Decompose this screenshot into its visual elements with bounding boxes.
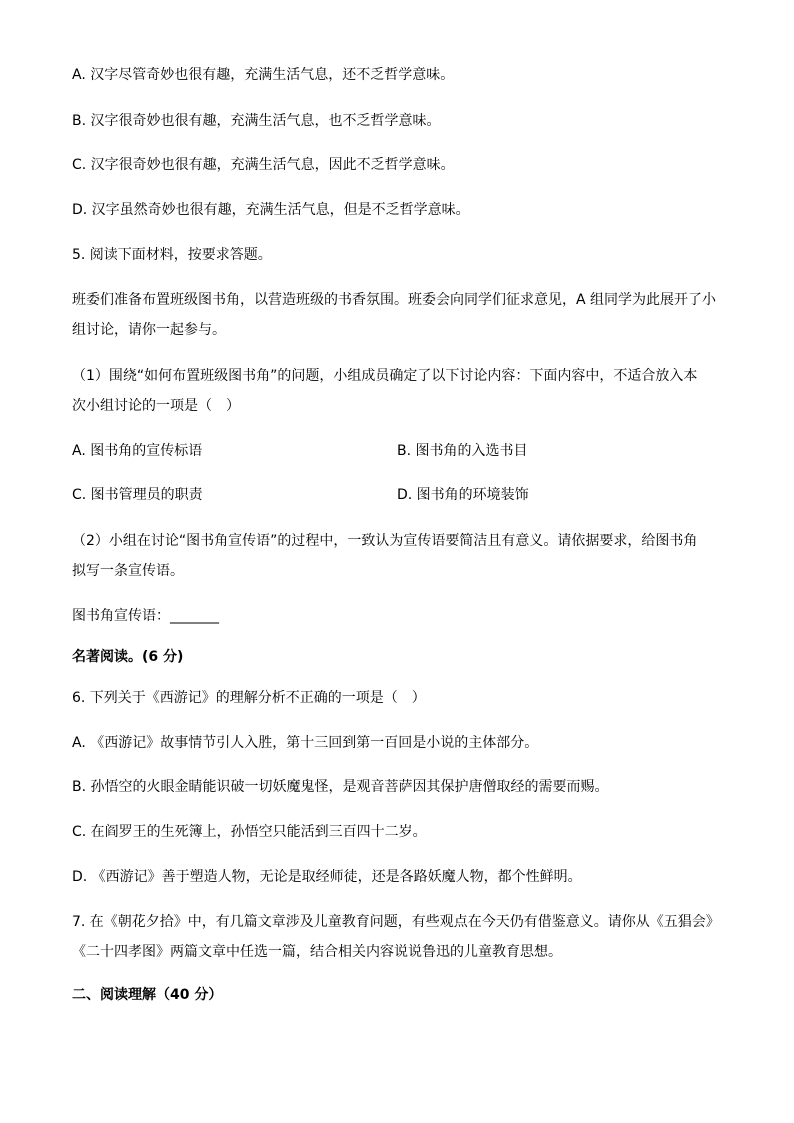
q5-material-line-2: 组讨论，请你一起参与。 [72, 322, 226, 338]
q7-line-2: 《二十四孝图》两篇文章中任选一篇，结合相关内容说说鲁迅的儿童教育思想。 [72, 944, 562, 960]
section-heading-reading: 二、阅读理解（40 分） [72, 987, 223, 1003]
q5-stem: 5. 阅读下面材料，按要求答题。 [72, 247, 272, 263]
q5-sub1-option-a: A. 图书角的宣传标语 [72, 443, 203, 459]
q5-material-line-1: 班委们准备布置班级图书角，以营造班级的书香氛围。班委会向同学们征求意见，A 组同学为此展开了小 [72, 292, 717, 308]
q5-sub1-line-2: 次小组讨论的一项是（ ） [72, 398, 240, 414]
q7-line-1: 7. 在《朝花夕拾》中，有几篇文章涉及儿童教育问题，有些观点在今天仍有借鉴意义。请你从《五猖会》 [72, 914, 720, 930]
q5-answer-prompt: 图书角宣传语：_______ [72, 608, 219, 624]
q5-sub1-option-d: D. 图书角的环境装饰 [397, 487, 529, 503]
section-heading-classics: 名著阅读。(6 分) [72, 649, 184, 665]
q4-option-d: D. 汉字虽然奇妙也很有趣，充满生活气息，但是不乏哲学意味。 [72, 202, 470, 218]
q4-option-b: B. 汉字很奇妙也很有趣，充满生活气息，也不乏哲学意味。 [72, 113, 441, 129]
q6-stem: 6. 下列关于《西游记》的理解分析不正确的一项是（ ） [72, 690, 426, 706]
q5-sub1-option-b: B. 图书角的入选书目 [397, 443, 528, 459]
q6-option-d: D. 《西游记》善于塑造人物，无论是取经师徒，还是各路妖魔人物，都个性鲜明。 [72, 869, 582, 885]
q5-sub1-option-c: C. 图书管理员的职责 [72, 487, 203, 503]
q4-option-c: C. 汉字很奇妙也很有趣，充满生活气息，因此不乏哲学意味。 [72, 157, 455, 173]
q4-option-a: A. 汉字尽管奇妙也很有趣，充满生活气息，还不乏哲学意味。 [72, 67, 455, 83]
q6-option-b: B. 孙悟空的火眼金睛能识破一切妖魔鬼怪，是观音菩萨因其保护唐僧取经的需要而赐。 [72, 779, 609, 795]
q5-sub2-line-1: （2）小组在讨论“图书角宣传语”的过程中，一致认为宣传语要简洁且有意义。请依据要求，给图书角 [72, 533, 698, 549]
q6-option-c: C. 在阎罗王的生死簿上，孙悟空只能活到三百四十二岁。 [72, 824, 427, 840]
q5-sub2-line-2: 拟写一条宣传语。 [72, 563, 184, 579]
q5-sub1-line-1: （1）围绕“如何布置班级图书角”的问题，小组成员确定了以下讨论内容：下面内容中，不适合放入本 [72, 368, 698, 384]
q6-option-a: A. 《西游记》故事情节引人入胜，第十三回到第一百回是小说的主体部分。 [72, 735, 539, 751]
